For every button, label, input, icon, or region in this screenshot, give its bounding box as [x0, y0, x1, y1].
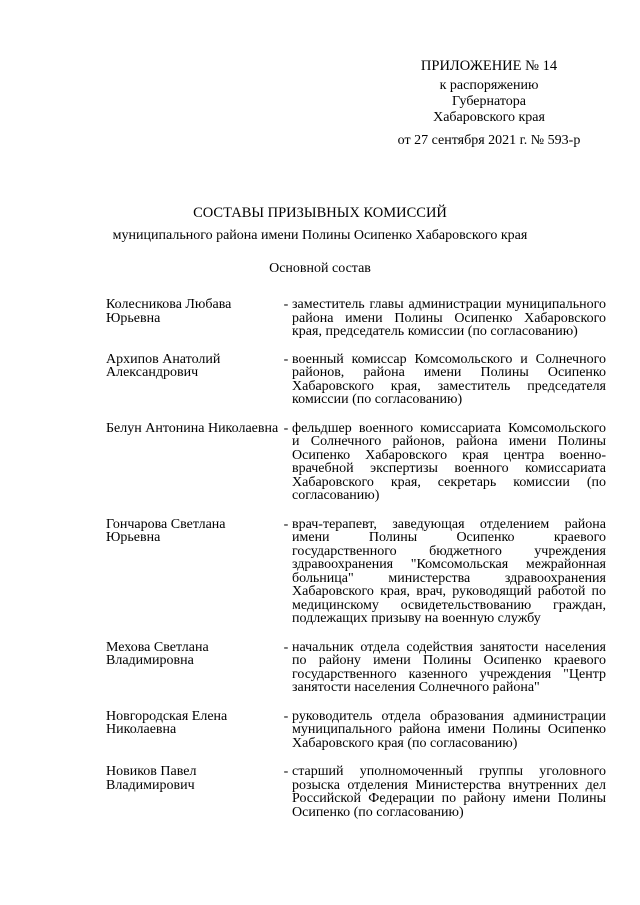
section-heading: Основной состав [269, 261, 371, 276]
document-title: СОСТАВЫ ПРИЗЫВНЫХ КОМИССИЙ [193, 205, 447, 221]
appendix-line-3: Хабаровского края [433, 110, 545, 125]
appendix-block [374, 58, 604, 149]
member-dash: - [283, 708, 289, 724]
member-role: заместитель главы администрации муниципального района имени Полины Осипенко Хабаровского края, председатель комиссии (по согласованию) [292, 297, 606, 339]
member-name: Колесникова Любава Юрьевна [106, 297, 232, 326]
member-role: врач-терапевт, заведующая отделением района имени Полины Осипенко краевого государственного бюджетного учреждения здравоохранения "Комсомольская межрайонная больница" министерства здравоохранения Хабаровского края, врач, руководящий работой по медицинскому освидетельствованию граждан, подлежащих призыву на военную службу [292, 516, 606, 626]
member-row [106, 298, 606, 339]
appendix-line-2: Губернатора [451, 94, 527, 109]
member-role: начальник отдела содействия занятости населения по району имени Полины Осипенко краевого государственного казенного учреждения "Центр занятости населения Солнечного района" [292, 639, 606, 695]
member-role: старший уполномоченный группы уголовного розыска отделения Министерства внутренних дел Российской Федерации по району имени Полины Осипенко (по согласованию) [292, 764, 606, 820]
member-name: Мехова Светлана Владимировна [106, 639, 209, 668]
appendix-date: от 27 сентября 2021 г. № 593-р [397, 133, 581, 148]
member-row [106, 765, 606, 819]
member-row [106, 422, 606, 503]
member-row [106, 710, 606, 751]
member-row [106, 353, 606, 407]
document-subtitle: муниципального района имени Полины Осипенко Хабаровского края [112, 228, 528, 243]
member-name: Новиков Павел Владимирович [106, 764, 197, 793]
member-role: военный комиссар Комсомольского и Солнечного районов, района имени Полины Осипенко Хабаровского края, заместитель председателя комиссии (по согласованию) [292, 351, 606, 407]
member-dash: - [283, 764, 289, 779]
member-role: фельдшер военного комиссариата Комсомольского и Солнечного районов, района имени Полины Осипенко Хабаровского края центра военно-врачебной экспертизы военного комиссариата Хабаровского края, секретарь комиссии (по согласованию) [292, 420, 606, 503]
member-dash: - [283, 297, 289, 312]
appendix-title: ПРИЛОЖЕНИЕ № 14 [420, 58, 558, 74]
member-name: Новгородская Елена Николаевна [106, 708, 228, 737]
member-dash: - [283, 639, 289, 655]
member-dash: - [283, 420, 289, 436]
appendix-line-1: к распоряжению [439, 78, 539, 93]
member-row [106, 641, 606, 695]
members-list [106, 298, 606, 819]
member-name: Белун Антонина Николаевна [106, 420, 279, 436]
member-row [106, 518, 606, 626]
member-name: Гончарова Светлана Юрьевна [106, 516, 226, 545]
member-dash: - [283, 351, 289, 367]
member-dash: - [283, 516, 289, 532]
member-role: руководитель отдела образования администрации муниципального района имени Полины Осипенко Хабаровского края (по согласованию) [292, 708, 606, 751]
member-name: Архипов Анатолий Александрович [106, 351, 221, 380]
